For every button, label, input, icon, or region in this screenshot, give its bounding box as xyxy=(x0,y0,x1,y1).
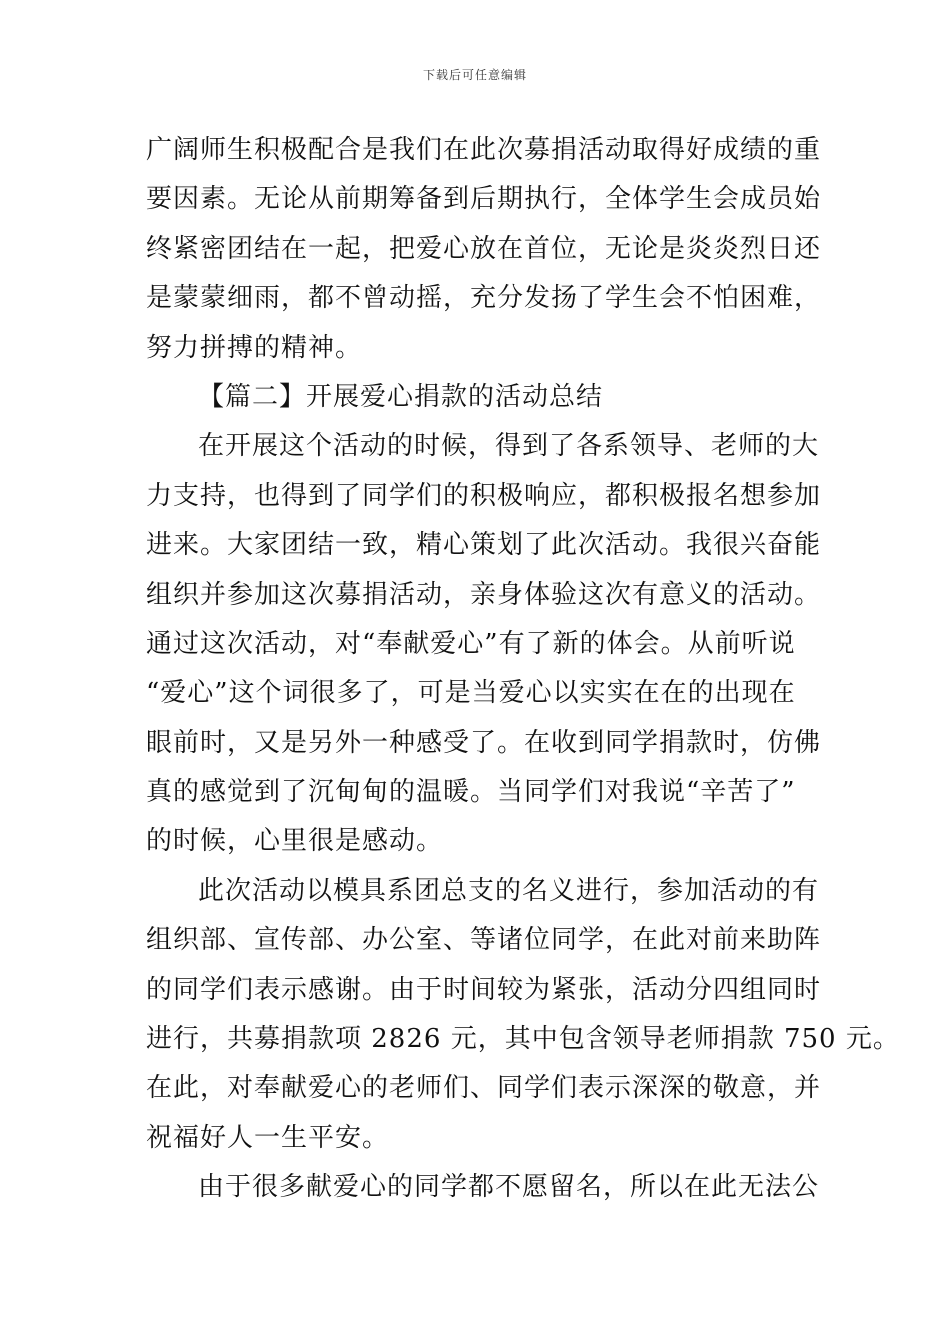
text-line: 组织并参加这次募捐活动，亲身体验这次有意义的活动。 xyxy=(146,579,822,610)
text-line: 由于很多献爱心的同学都不愿留名，所以在此无法公 xyxy=(198,1172,820,1203)
text-line: 终紧密团结在一起，把爱心放在首位，无论是炎炎烈日还 xyxy=(146,233,822,264)
text-line: 真的感觉到了沉甸甸的温暖。当同学们对我说“辛苦了” xyxy=(146,777,796,808)
text-line: 力支持，也得到了同学们的积极响应，都积极报名想参加 xyxy=(146,480,822,511)
text-line: 要因素。无论从前期筹备到后期执行，全体学生会成员始 xyxy=(146,184,822,215)
text-line: 在开展这个活动的时候，得到了各系领导、老师的大 xyxy=(198,431,820,462)
page-header: 下载后可任意编辑 xyxy=(422,68,527,82)
section-heading: 【篇二】开展爱心捐款的活动总结 xyxy=(198,381,604,412)
text-line: 的同学们表示感谢。由于时间较为紧张，活动分四组同时 xyxy=(146,974,822,1005)
text-line: 的时候，心里很是感动。 xyxy=(146,826,444,857)
text-line: 眼前时，又是另外一种感受了。在收到同学捐款时，仿佛 xyxy=(146,727,822,758)
text-line: 此次活动以模具系团总支的名义进行，参加活动的有 xyxy=(198,875,820,906)
text-line: 广阔师生积极配合是我们在此次募捐活动取得好成绩的重 xyxy=(146,135,822,165)
text-line: “爱心”这个词很多了，可是当爱心以实实在在的出现在 xyxy=(146,678,796,709)
text-line: 组织部、宣传部、办公室、等诸位同学，在此对前来助阵 xyxy=(146,925,822,956)
document-body xyxy=(146,126,900,1213)
text-line: 在此，对奉献爱心的老师们、同学们表示深深的敬意，并 xyxy=(146,1073,822,1104)
text-line: 是蒙蒙细雨，都不曾动摇，充分发扬了学生会不怕困难， xyxy=(146,283,822,314)
text-line: 努力拼搏的精神。 xyxy=(146,332,363,363)
text-line: 进来。大家团结一致，精心策划了此次活动。我很兴奋能 xyxy=(146,530,822,561)
text-line: 通过这次活动，对“奉献爱心”有了新的体会。从前听说 xyxy=(146,628,796,659)
text-line: 进行，共募捐款项 2826 元，其中包含领导老师捐款 750 元。 xyxy=(146,1024,900,1055)
text-line: 祝福好人一生平安。 xyxy=(146,1122,390,1153)
